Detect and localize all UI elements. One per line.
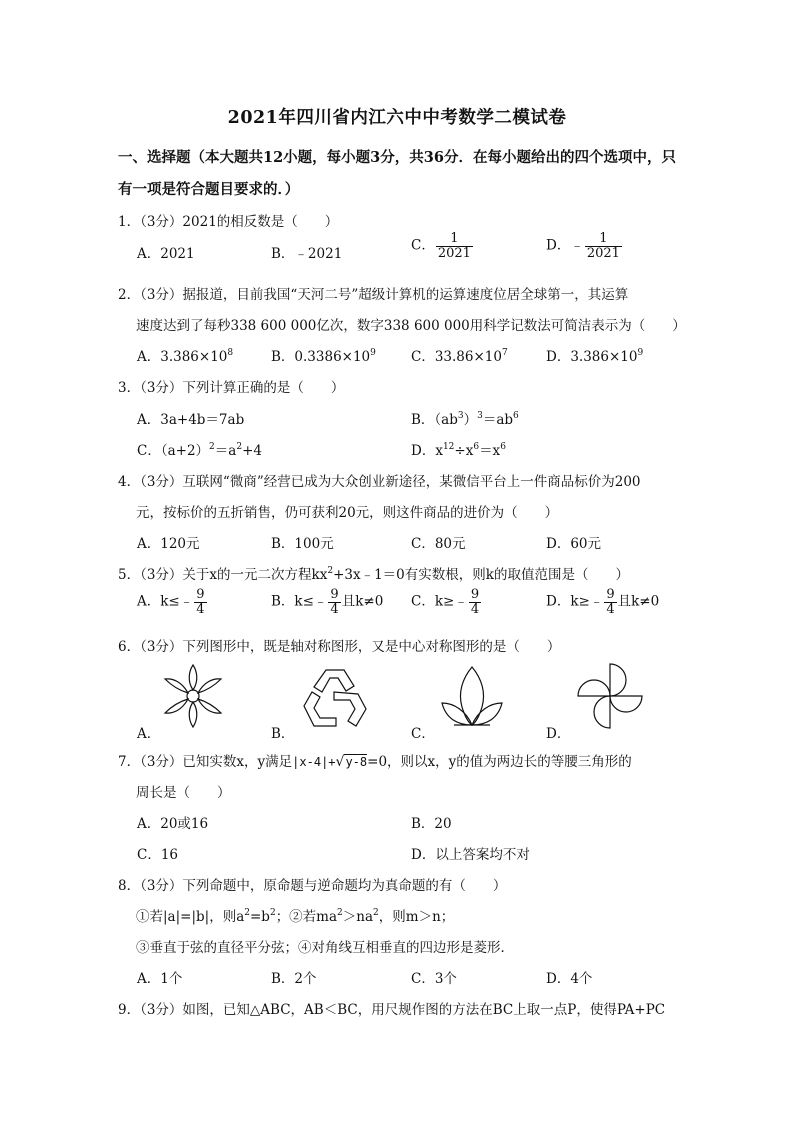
q2-option-a-exponent: 8 [227,348,234,358]
fraction-numerator: 9 [330,587,339,602]
q5-option-b [271,588,383,616]
q2-option-d [546,345,643,365]
q7-option-d: D．以上答案均不对 [411,847,530,863]
q1-option-d [546,232,623,260]
q9-stem: 9．（3分）如图，已知△ABC，AB＜BC，用尺规作图的方法在BC上取一点P，使得PA+PC [118,1002,666,1018]
q8-statements-line2: ③垂直于弦的直径平分弦；④对角线互相垂直的四边形是菱形． [136,940,514,956]
fraction-numerator: 9 [196,587,205,602]
q3-b-part: ） [463,412,478,428]
fraction-denominator: 4 [606,601,615,617]
q1-option-d-fraction [585,232,622,260]
q6-option-a: A． [137,726,161,742]
q3-b-part: ＝ab [482,412,514,428]
q3-b-exp: 3 [477,411,483,421]
q5-a-label: A．k≤﹣ [137,593,194,610]
q8-option-b: B．2个 [271,971,317,987]
q5-c-fraction [469,588,481,616]
q7-option-b: B．20 [411,816,452,832]
q3-option-a: A．3a+4b＝7ab [137,412,245,428]
q7-abs-expression: |x-4|+ [292,755,336,769]
q4-option-d: D．60元 [546,536,602,552]
q2-option-c-exponent: 7 [501,348,508,358]
q1-option-d-sign: ﹣ [570,237,584,254]
q8-s1-part: ；②若ma [275,909,338,925]
q8-statements-line1 [136,905,454,925]
q2-option-d-base: D．3.386×10 [546,349,638,365]
q2-stem-line1: 2．（3分）据报道，目前我国“天河二号”超级计算机的运算速度位居全球第一，其运算 [118,287,629,303]
q3-d-part: ＝x [479,443,501,459]
q6-option-b: B． [271,726,295,742]
fraction-numerator: 1 [585,232,622,247]
q7-stem-line2: 周长是（ ） [136,785,231,801]
q5-stem-part: 5．（3分）关于x的一元二次方程kx [118,567,328,583]
q2-option-b [271,345,376,365]
q3-c-exp: 2 [209,442,215,452]
q5-option-d [546,588,659,616]
q5-option-c [411,588,482,616]
q2-option-a-base: A．3.386×10 [137,349,228,365]
q3-b-part: B．（ab [411,412,458,428]
q3-d-part: D．x [411,443,443,459]
q1-option-c-fraction [436,232,473,260]
q8-stem: 8．（3分）下列命题中，原命题与逆命题均为真命题的有（ ） [118,878,507,894]
q1-option-b: B．﹣2021 [271,246,343,262]
q5-d-condition: 且k≠0 [617,593,660,610]
q8-s1-part: ＞na [342,909,374,925]
q3-c-part: +4 [242,443,262,459]
q3-c-part: C．（a+2） [137,443,210,459]
q8-s1-exp: 2 [373,908,379,918]
fraction-denominator: 4 [330,601,339,617]
q5-a-fraction [194,588,206,616]
fraction-denominator: 4 [470,601,480,617]
fraction-numerator: 9 [606,587,615,602]
q4-option-a: A．120元 [137,536,200,552]
q8-option-d: D．4个 [546,971,593,987]
q1-option-d-label: D． [546,237,571,254]
q8-s1-part: ，则m＞n； [378,909,455,925]
fraction-numerator: 1 [436,232,473,247]
q4-option-c: C．80元 [411,536,466,552]
q3-b-exp: 3 [457,411,464,421]
q2-option-b-base: B．0.3386×10 [271,349,371,365]
q7-stem-part: =0，则以x，y的值为两边长的等腰三角形的 [367,754,632,770]
q8-s1-part: =b [249,909,270,925]
q2-option-c [411,345,508,365]
q2-option-a [137,345,233,365]
q6-lotus-figure [436,663,508,729]
q4-option-b: B．100元 [271,536,334,552]
q2-stem-line2: 速度达到了每秒338 600 000亿次，数字338 600 000用科学记数法可简洁表示为（ ） [136,318,686,334]
q5-c-label: C．k≥﹣ [411,593,468,610]
q8-option-c: C．3个 [411,971,457,987]
q3-c-exp: 2 [236,442,243,452]
section-heading-line1: 一、选择题（本大题共12小题，每小题3分，共36分．在每小题给出的四个选项中，只 [118,149,676,166]
q5-b-condition: 且k≠0 [341,593,384,610]
q7-sqrt-expression: y-8 [345,755,368,769]
q5-stem-exp: 2 [327,566,334,576]
q8-s1-exp: 2 [269,908,276,918]
q7-option-c: C．16 [137,847,179,863]
section-heading-line2: 有一项是符合题目要求的．） [118,181,300,198]
q5-stem-part: +3x﹣1＝0有实数根，则k的取值范围是（ ） [333,567,629,583]
sqrt-icon: √ [335,754,345,770]
q6-flower-figure [158,663,228,729]
q5-d-label: D．k≥﹣ [546,593,604,610]
q8-s1-exp: 2 [337,908,343,918]
q2-option-b-exponent: 9 [370,348,376,358]
q5-stem [118,563,629,583]
q3-c-part: ＝a [214,443,237,459]
q3-option-c [137,439,262,459]
page-title: 2021年四川省内江六中中考数学二模试卷 [227,108,567,128]
fraction-denominator: 2021 [586,245,620,261]
q6-option-c: C． [411,726,435,742]
q3-d-exp: 6 [500,442,506,452]
q4-stem-line2: 元，按标价的五折销售，仍可获利20元，则这件商品的进价为（ ） [136,505,559,521]
fraction-denominator: 2021 [437,245,471,261]
q5-d-fraction [604,588,616,616]
q3-option-b [411,408,519,428]
q5-b-fraction [328,588,340,616]
q7-stem-line1 [118,750,632,770]
q2-option-d-exponent: 9 [637,348,644,358]
q1-option-a: A．2021 [137,246,195,262]
q7-stem-part: 7．（3分）已知实数x，y满足 [118,754,293,770]
q1-option-c-label: C． [411,237,435,254]
q6-pinwheel-figure [574,660,646,732]
q3-d-exp: 6 [473,442,480,452]
q6-recycle-figure [300,666,370,730]
q5-b-label: B．k≤﹣ [271,593,328,610]
q1-stem: 1．（3分）2021的相反数是（ ） [118,214,339,230]
q3-stem: 3．（3分）下列计算正确的是（ ） [118,380,345,396]
q6-stem: 6．（3分）下列图形中，既是轴对称图形，又是中心对称图形的是（ ） [118,639,561,655]
q5-option-a [137,588,208,616]
fraction-denominator: 4 [196,601,205,617]
q4-stem-line1: 4．（3分）互联网“微商”经营已成为大众创业新途径，某微信平台上一件商品标价为200 [118,474,641,490]
fraction-numerator: 9 [470,587,480,602]
q3-d-part: ÷x [454,443,474,459]
q7-option-a: A．20或16 [137,816,209,832]
q1-option-c [411,232,474,260]
q8-s1-exp: 2 [244,908,250,918]
q3-d-exp: 12 [442,442,455,452]
q8-s1-part: ①若|a|=|b|，则a [136,909,245,925]
q2-option-c-base: C．33.86×10 [411,349,502,365]
q6-option-d: D． [546,726,571,742]
q3-option-d [411,439,506,459]
q3-b-exp: 6 [513,411,519,421]
q8-option-a: A．1个 [137,971,183,987]
